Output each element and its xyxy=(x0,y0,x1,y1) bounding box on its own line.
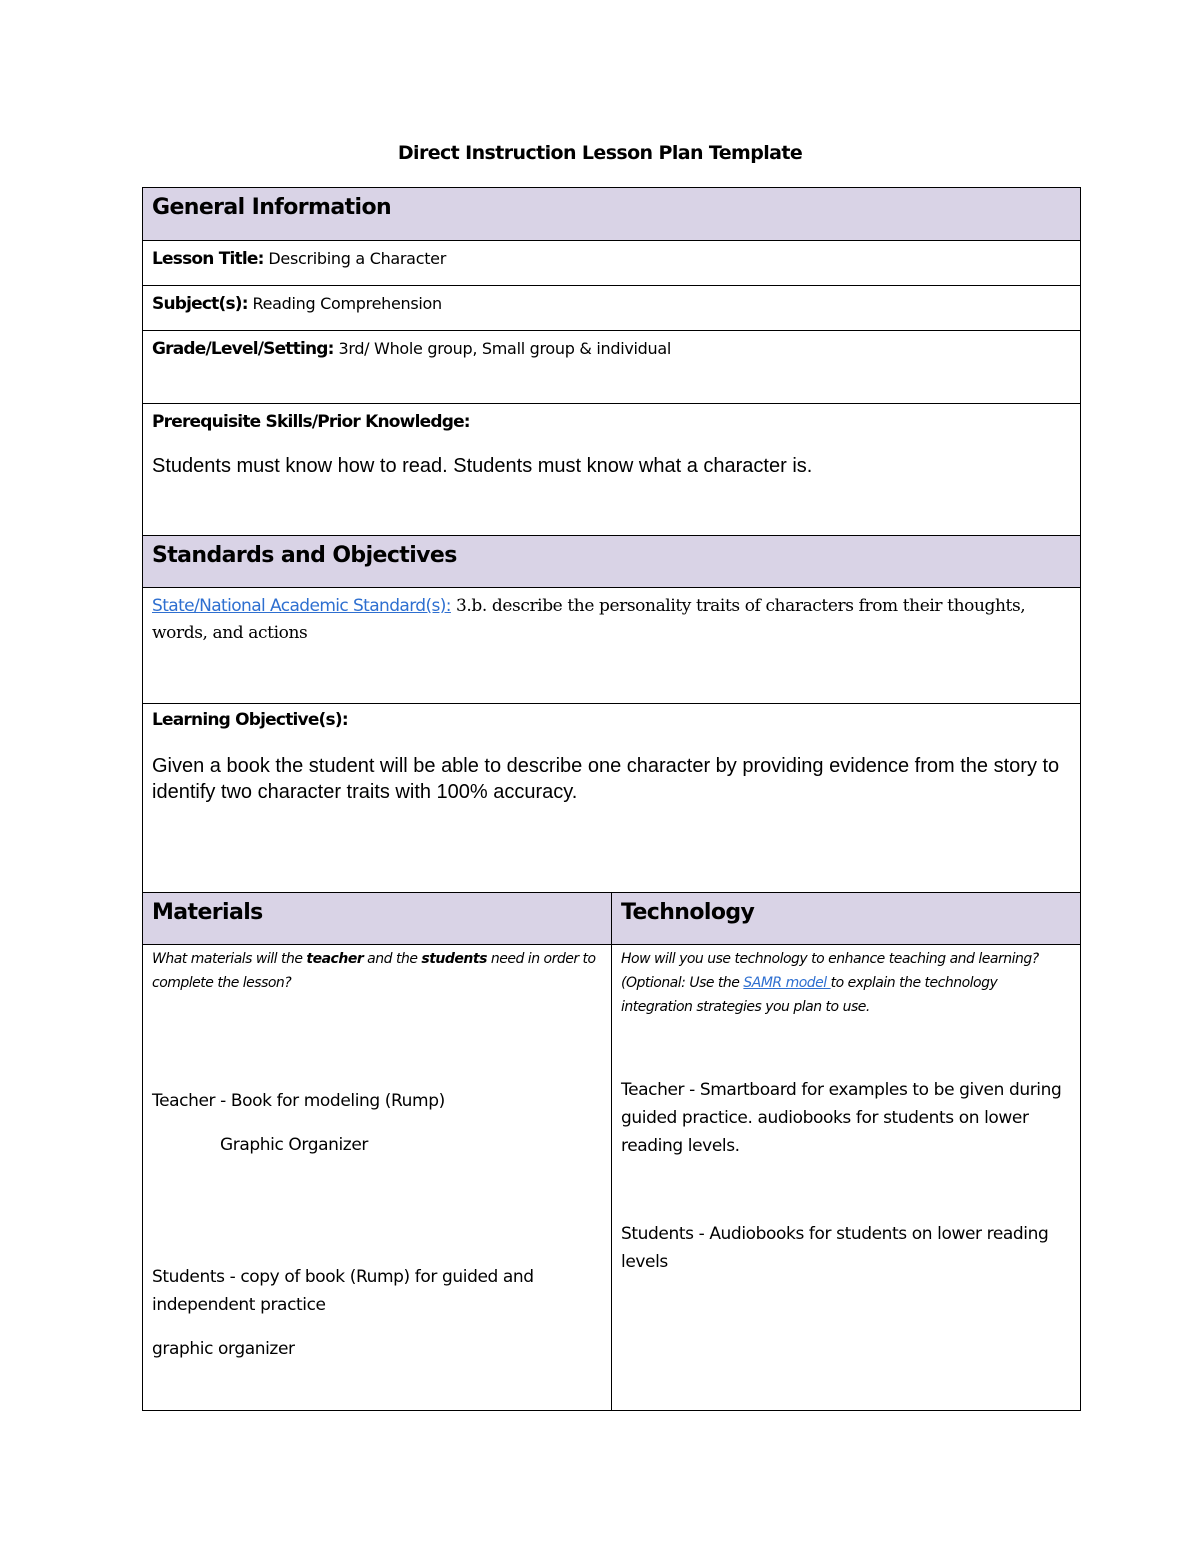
document-title: Direct Instruction Lesson Plan Template xyxy=(397,142,803,164)
academic-standard-link[interactable]: State/National Academic Standard(s): xyxy=(152,596,451,616)
grade-level-setting-row xyxy=(143,331,1081,404)
samr-model-link[interactable]: SAMR model xyxy=(743,975,831,991)
academic-standard-row xyxy=(143,588,1081,704)
prerequisite-skills-label: Prerequisite Skills/Prior Knowledge: xyxy=(152,412,470,432)
subjects-label: Subject(s): xyxy=(152,294,248,314)
standards-objectives-header-row xyxy=(143,536,1081,588)
lesson-title-row xyxy=(143,241,1081,286)
standards-objectives-heading: Standards and Objectives xyxy=(152,543,457,568)
academic-standard-text: 3.b. describe the personality traits of characters from their thoughts, words, and actions xyxy=(152,596,1026,643)
materials-teacher-graphic-organizer: Graphic Organizer xyxy=(220,1135,368,1155)
lesson-title-label: Lesson Title: xyxy=(152,249,264,269)
prerequisite-skills-value: Students must know how to read. Students must know what a character is. xyxy=(152,455,813,477)
technology-header-cell xyxy=(612,893,1081,945)
materials-technology-header-row xyxy=(143,893,1081,945)
learning-objectives-value: Given a book the student will be able to describe one character by providing evidence from the story to identify two character traits with 100% accuracy. xyxy=(152,755,1060,803)
materials-body-cell xyxy=(143,945,612,1411)
subjects-row xyxy=(143,286,1081,331)
prerequisite-skills-row xyxy=(143,404,1081,536)
technology-teacher-text: Teacher - Smartboard for examples to be given during guided practice. audiobooks for students on lower reading levels. xyxy=(621,1080,1062,1156)
technology-heading: Technology xyxy=(621,900,755,925)
materials-prompt: What materials will the teacher and the students need in order to complete the lesson? xyxy=(152,951,596,991)
learning-objectives-label: Learning Objective(s): xyxy=(152,710,348,730)
grade-level-setting-label: Grade/Level/Setting: xyxy=(152,339,334,359)
subjects-value: Reading Comprehension xyxy=(247,294,442,313)
materials-teacher-line: Teacher - Book for modeling (Rump) xyxy=(152,1091,445,1111)
materials-heading: Materials xyxy=(152,900,263,925)
materials-students-graphic-organizer: graphic organizer xyxy=(152,1339,295,1359)
materials-header-cell xyxy=(143,893,612,945)
general-information-heading: General Information xyxy=(152,195,392,220)
lesson-title-value: Describing a Character xyxy=(263,249,446,268)
technology-students-text: Students - Audiobooks for students on lower reading levels xyxy=(621,1224,1049,1272)
technology-body-cell xyxy=(612,945,1081,1411)
technology-prompt: How will you use technology to enhance teaching and learning? (Optional: Use the SAMR model to explain the technology integration strategies you plan to use. xyxy=(621,951,1039,1015)
materials-students-line: Students - copy of book (Rump) for guided and independent practice xyxy=(152,1267,534,1315)
grade-level-setting-value: 3rd/ Whole group, Small group & individual xyxy=(333,339,672,358)
learning-objectives-row xyxy=(143,704,1081,893)
materials-technology-body-row xyxy=(143,945,1081,1411)
lesson-plan-table xyxy=(142,187,1081,1411)
general-information-header-row xyxy=(143,188,1081,241)
